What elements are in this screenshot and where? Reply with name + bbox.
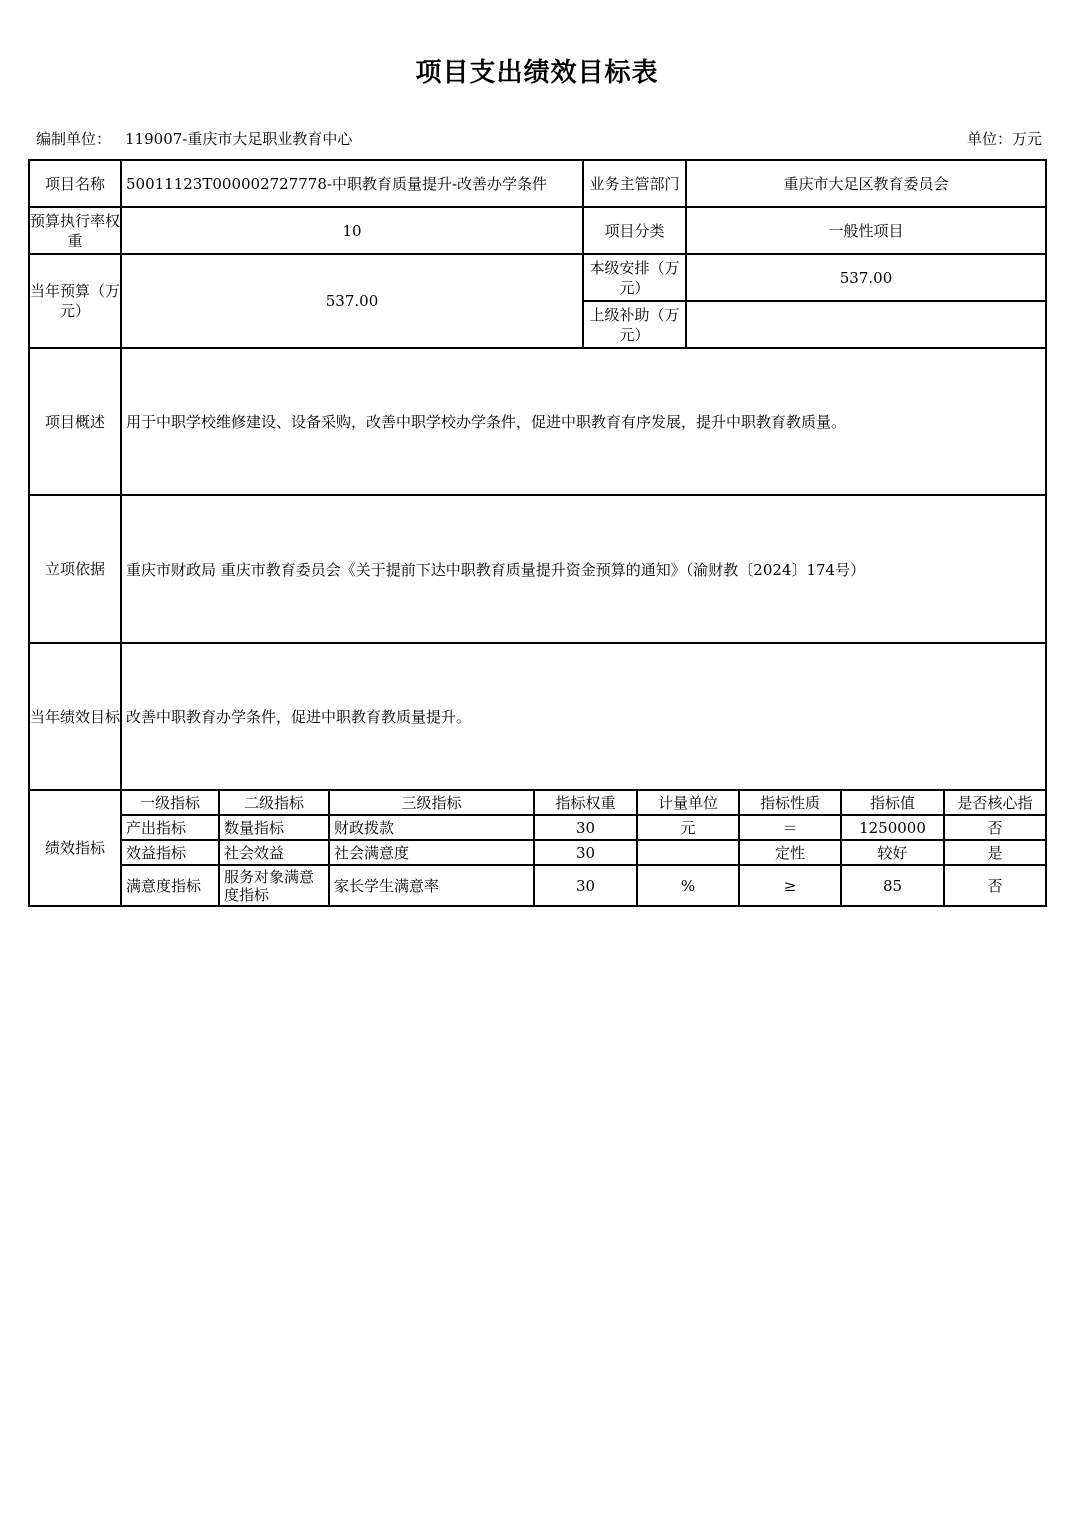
perf-header: 指标权重 [534,791,637,815]
basis-value: 重庆市财政局 重庆市教育委员会《关于提前下达中职教育质量提升资金预算的通知》（渝财教〔2024〕174号） [121,495,1046,643]
upper-label: 上级补助（万元） [583,301,686,348]
perf-l1: 满意度指标 [122,865,219,905]
table-row [122,865,1045,905]
category-value: 一般性项目 [686,207,1046,254]
perf-indicators-table [122,791,1045,905]
basis-label: 立项依据 [29,495,121,643]
page-title: 项目支出绩效目标表 [415,58,659,88]
perf-value: 较好 [841,840,944,865]
table-row [122,840,1045,865]
perf-unit [637,840,739,865]
perf-header: 计量单位 [637,791,739,815]
overview-label: 项目概述 [29,348,121,495]
perf-value: 85 [841,865,944,905]
perf-weight: 30 [534,840,637,865]
perf-unit: % [637,865,739,905]
perf-indicators [121,790,1046,906]
perf-core: 否 [944,815,1045,840]
budget-value: 537.00 [121,254,583,348]
perf-header: 三级指标 [329,791,534,815]
table-row [122,815,1045,840]
local-value: 537.00 [686,254,1046,301]
perf-value: 1250000 [841,815,944,840]
perf-header-row [122,791,1045,815]
perf-l2: 社会效益 [219,840,329,865]
perf-weight: 30 [534,815,637,840]
perf-unit: 元 [637,815,739,840]
perf-weight: 30 [534,865,637,905]
perf-l1: 效益指标 [122,840,219,865]
category-label: 项目分类 [583,207,686,254]
perf-header: 二级指标 [219,791,329,815]
perf-core: 否 [944,865,1045,905]
perf-l2: 数量指标 [219,815,329,840]
compiling-unit [36,128,352,149]
perf-core: 是 [944,840,1045,865]
project-name-value: 50011123T000002727778-中职教育质量提升-改善办学条件 [121,160,583,207]
perf-header: 是否核心指 [944,791,1045,815]
perf-l3: 社会满意度 [329,840,534,865]
overview-value: 用于中职学校维修建设、设备采购，改善中职学校办学条件，促进中职教育有序发展，提升中职教育教质量。 [121,348,1046,495]
perf-label: 绩效指标 [29,790,121,906]
project-name-label: 项目名称 [29,160,121,207]
dept-label: 业务主管部门 [583,160,686,207]
perf-header: 一级指标 [122,791,219,815]
perf-nature: ＝ [739,815,841,840]
perf-l3: 财政拨款 [329,815,534,840]
perf-header: 指标值 [841,791,944,815]
perf-nature: 定性 [739,840,841,865]
compiling-unit-value: 119007-重庆市大足职业教育中心 [125,130,353,148]
upper-value [686,301,1046,348]
perf-l1: 产出指标 [122,815,219,840]
perf-l3: 家长学生满意率 [329,865,534,905]
perf-nature: ≥ [739,865,841,905]
perf-l2: 服务对象满意度指标 [219,865,329,905]
compiling-unit-label: 编制单位： [36,130,112,148]
budget-label: 当年预算（万元） [29,254,121,348]
performance-target-table [28,159,1047,907]
weight-value: 10 [121,207,583,254]
goal-label: 当年绩效目标 [29,643,121,790]
dept-value: 重庆市大足区教育委员会 [686,160,1046,207]
currency-unit: 单位：万元 [966,130,1042,148]
weight-label: 预算执行率权重 [29,207,121,254]
goal-value: 改善中职教育办学条件，促进中职教育教质量提升。 [121,643,1046,790]
local-label: 本级安排（万元） [583,254,686,301]
perf-header: 指标性质 [739,791,841,815]
